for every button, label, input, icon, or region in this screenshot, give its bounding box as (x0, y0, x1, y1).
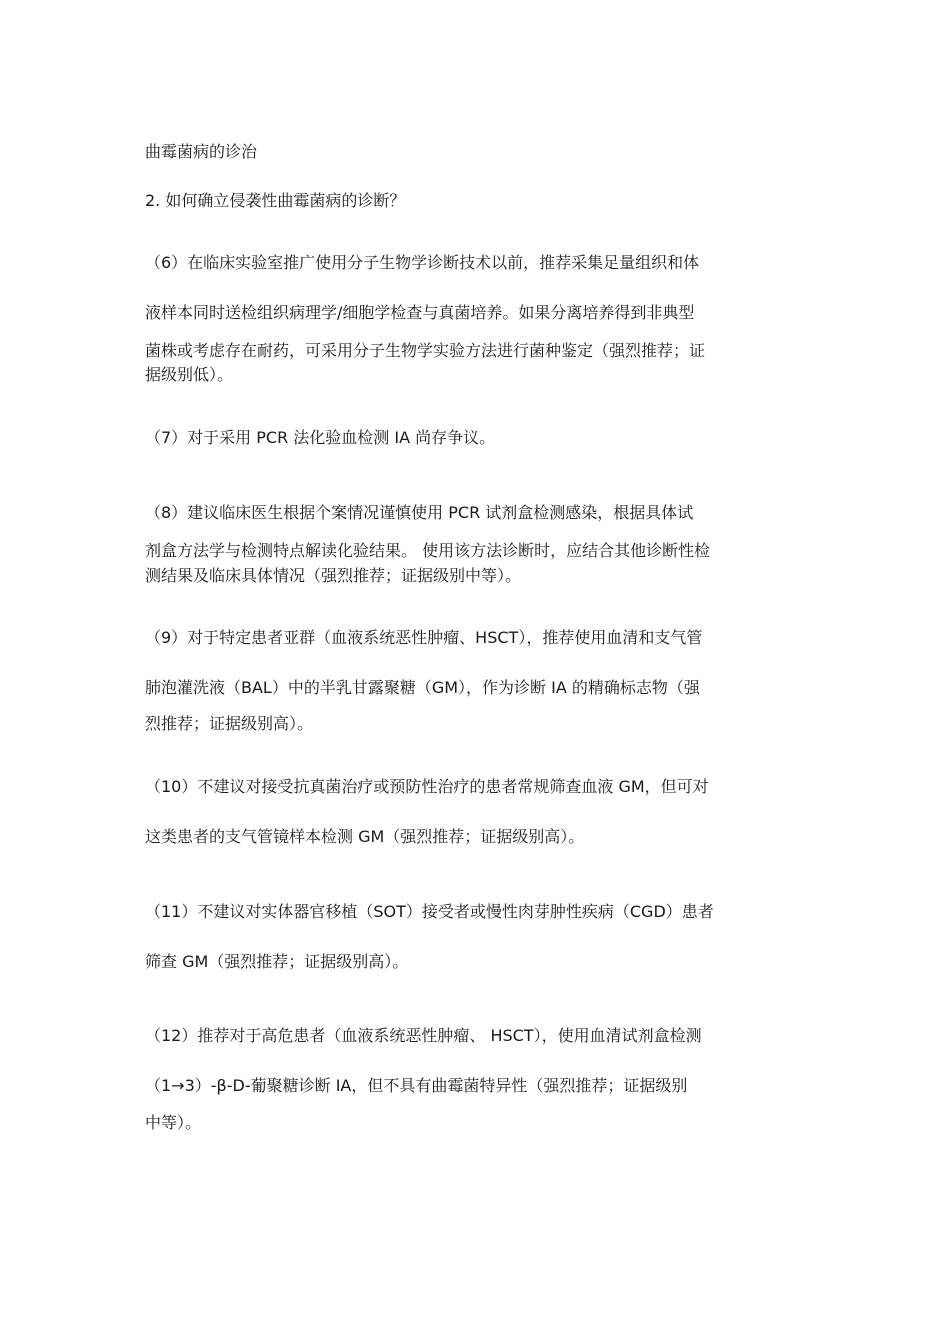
paragraph-line: （10）不建议对接受抗真菌治疗或预防性治疗的患者常规筛查血液 GM，但可对 (145, 777, 709, 796)
paragraph-line: （7）对于采用 PCR 法化验血检测 IA 尚存争议。 (145, 428, 496, 447)
paragraph-line: 中等）。 (145, 1113, 202, 1132)
paragraph-line: 剂盒方法学与检测特点解读化验结果。 使用该方法诊断时，应结合其他诊断性检 (145, 541, 711, 560)
paragraph-line: 测结果及临床具体情况（强烈推荐；证据级别中等）。 (145, 566, 522, 585)
paragraph-line: 液样本同时送检组织病理学/细胞学检查与真菌培养。如果分离培养得到非典型 (145, 303, 695, 322)
paragraph-line: （9）对于特定患者亚群（血液系统恶性肿瘤、HSCT），推荐使用血清和支气管 (145, 628, 703, 647)
paragraph-line: 菌株或考虑存在耐药，可采用分子生物学实验方法进行菌种鉴定（强烈推荐；证 (145, 341, 706, 360)
paragraph-line: （6）在临床实验室推广使用分子生物学诊断技术以前，推荐采集足量组织和体 (145, 253, 700, 272)
document-title: 曲霉菌病的诊治 (145, 142, 258, 161)
paragraph-line: 烈推荐；证据级别高）。 (145, 714, 314, 733)
paragraph-line: 肺泡灌洗液（BAL）中的半乳甘露聚糖（GM），作为诊断 IA 的精确标志物（强 (145, 678, 700, 697)
paragraph-line: 据级别低）。 (145, 365, 234, 384)
paragraph-line: （8）建议临床医生根据个案情况谨慎使用 PCR 试剂盒检测感染，根据具体试 (145, 503, 694, 522)
paragraph-line: （12）推荐对于高危患者（血液系统恶性肿瘤、 HSCT），使用血清试剂盒检测 (145, 1026, 702, 1045)
question-heading: 2. 如何确立侵袭性曲霉菌病的诊断？ (145, 191, 406, 210)
paragraph-line: （11）不建议对实体器官移植（SOT）接受者或慢性肉芽肿性疾病（CGD）患者 (145, 902, 714, 921)
paragraph-line: 筛查 GM（强烈推荐；证据级别高）。 (145, 952, 409, 971)
paragraph-line: （1→3）-β-D-葡聚糖诊断 IA，但不具有曲霉菌特异性（强烈推荐；证据级别 (145, 1076, 688, 1095)
paragraph-line: 这类患者的支气管镜样本检测 GM（强烈推荐；证据级别高）。 (145, 827, 585, 846)
